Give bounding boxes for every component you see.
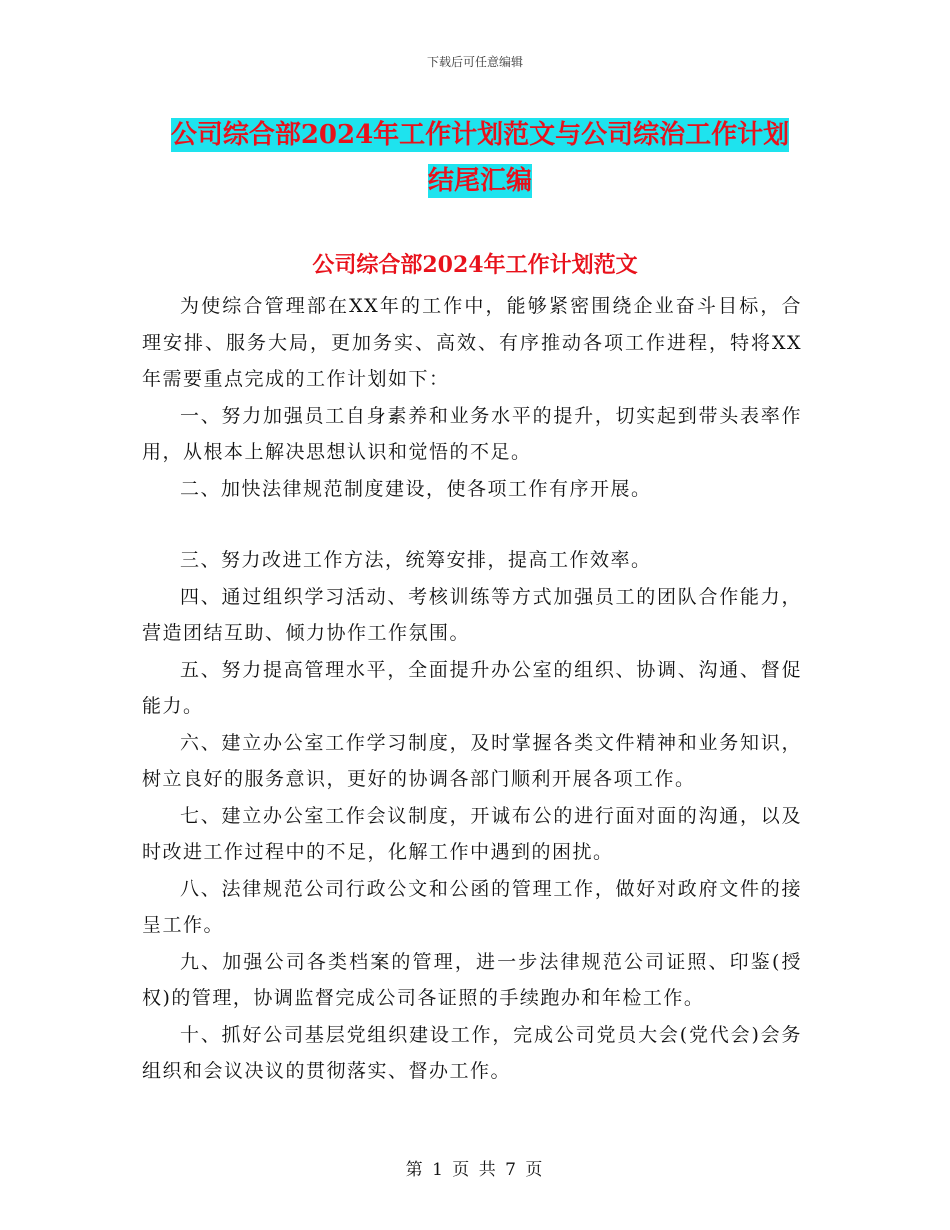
section-title: 公司综合部2024年工作计划范文: [312, 252, 638, 278]
paragraph-item-5: 五、努力提高管理水平，全面提升办公室的组织、协调、沟通、督促能力。: [142, 658, 802, 717]
header-note: 下载后可任意编辑: [426, 55, 523, 69]
document-body: [142, 288, 802, 1090]
paragraph-item-7: 七、建立办公室工作会议制度，开诚布公的进行面对面的沟通，以及时改进工作过程中的不足，化解工作中遇到的困扰。: [142, 804, 802, 863]
paragraph-item-10: 十、抓好公司基层党组织建设工作，完成公司党员大会(党代会)会务组织和会议决议的贯彻落实、督办工作。: [142, 1023, 802, 1082]
paragraph-item-8: 八、法律规范公司行政公文和公函的管理工作，做好对政府文件的接呈工作。: [142, 877, 802, 936]
page-footer: 第 1 页 共 7 页: [405, 1160, 545, 1180]
paragraph-item-3: 三、努力改进工作方法，统筹安排，提高工作效率。: [180, 549, 652, 571]
document-title-line-2: 结尾汇编: [427, 166, 532, 196]
paragraph-intro: 为使综合管理部在XX年的工作中，能够紧密围绕企业奋斗目标，合理安排、服务大局，更加务实、高效、有序推动各项工作进程，特将XX年需要重点完成的工作计划如下：: [142, 295, 802, 390]
document-title-line-1: 公司综合部2024年工作计划范文与公司综治工作计划: [170, 120, 790, 150]
paragraph-item-9: 九、加强公司各类档案的管理，进一步法律规范公司证照、印鉴(授权)的管理，协调监督完成公司各证照的手续跑办和年检工作。: [142, 950, 802, 1009]
document-title: [140, 112, 820, 204]
paragraph-item-2: 二、加快法律规范制度建设，使各项工作有序开展。: [180, 477, 652, 500]
paragraph-item-4: 四、通过组织学习活动、考核训练等方式加强员工的团队合作能力，营造团结互助、倾力协作工作氛围。: [142, 585, 802, 644]
paragraph-item-1: 一、努力加强员工自身素养和业务水平的提升，切实起到带头表率作用，从根本上解决思想认识和觉悟的不足。: [142, 404, 802, 463]
paragraph-item-6: 六、建立办公室工作学习制度，及时掌握各类文件精神和业务知识，树立良好的服务意识，更好的协调各部门顺利开展各项工作。: [142, 731, 802, 790]
